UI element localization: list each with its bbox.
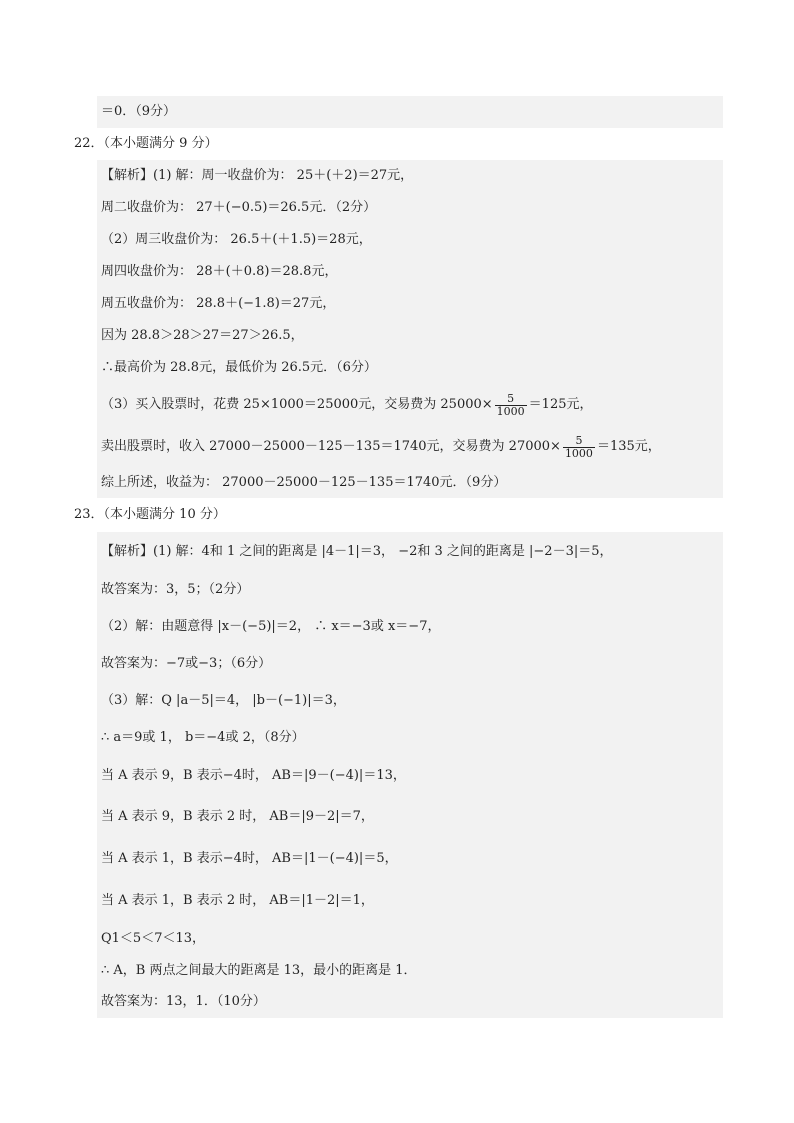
solution-line: ∴ a＝9或 1， b＝−4或 2，（8分） (97, 720, 723, 756)
solution-line: ∴最高价为 28.8元，最低价为 26.5元．（6分） (97, 352, 723, 384)
solution-line: 因为 28.8＞28＞27＝27＞26.5， (97, 320, 723, 352)
solution-line: 故答案为：3，5；（2分） (97, 572, 723, 608)
solution-line: 当 A 表示 1，B 表示−4时， AB＝|1－(−4)|＝5， (97, 838, 723, 880)
solution-line: 故答案为：13，1．（10分） (97, 986, 723, 1018)
fraction: $\frac{5}{1000}$ (564, 433, 593, 460)
question-22-heading: 22．（本小题满分 9 分） (74, 136, 218, 151)
solution-line: 周五收盘价为： 28.8＋(−1.8)＝27元， (97, 288, 723, 320)
solution-line: 周四收盘价为： 28＋(＋0.8)＝28.8元， (97, 256, 723, 288)
solution-line: （2）解：由题意得 |x－(−5)|＝2， ∴ x＝−3或 x＝−7， (97, 608, 723, 646)
solution-line: Q1＜5＜7＜13， (97, 922, 723, 956)
solution-line: 周二收盘价为： 27＋(−0.5)＝26.5元．（2分） (97, 192, 723, 224)
solution-line: 当 A 表示 9，B 表示 2 时， AB＝|9－2|＝7， (97, 796, 723, 838)
solution-line: （2）周三收盘价为： 26.5＋(＋1.5)＝28元， (97, 224, 723, 256)
solution-line: （3）买入股票时，花费 25×1000＝25000元，交易费为 25000× $\frac{5}{1000}$ ＝125元， (97, 384, 723, 426)
solution-line: ＝0．（9分） (97, 96, 723, 128)
solution-line: 【解析】(1) 解：4和 1 之间的距离是 |4－1|＝3， −2和 3 之间的距离是 |−2－3|＝5， (97, 532, 723, 572)
solution-line: ∴ A，B 两点之间最大的距离是 13，最小的距离是 1． (97, 956, 723, 986)
fraction: $\frac{5}{1000}$ (496, 391, 525, 418)
solution-line: 【解析】(1) 解：周一收盘价为： 25＋(＋2)＝27元， (97, 160, 723, 192)
solution-line: 综上所述，收益为： 27000－25000－125－135＝1740元．（9分） (97, 468, 723, 498)
solution-line: （3）解：Q |a－5|＝4， |b－(−1)|＝3， (97, 682, 723, 720)
solution-line: 卖出股票时，收入 27000－25000－125－135＝1740元，交易费为 27000× $\frac{5}{1000}$ ＝135元， (97, 426, 723, 468)
solution-line: 当 A 表示 9，B 表示−4时， AB＝|9－(−4)|＝13， (97, 756, 723, 796)
question-23-heading: 23．（本小题满分 10 分） (74, 507, 226, 522)
solution-line: 当 A 表示 1，B 表示 2 时， AB＝|1－2|＝1， (97, 880, 723, 922)
solution-line: 故答案为：−7或−3；（6分） (97, 646, 723, 682)
